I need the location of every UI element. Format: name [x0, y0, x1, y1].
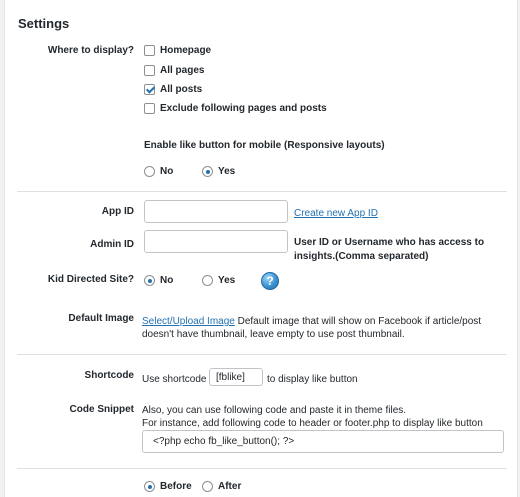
shortcode-suffix: to display like button — [267, 374, 358, 385]
mobile-yes-label: Yes — [218, 166, 236, 177]
kid-no-label: No — [160, 275, 174, 286]
exclude-checkbox[interactable] — [144, 103, 155, 114]
before-label: Before — [160, 481, 192, 492]
after-radio[interactable] — [202, 481, 213, 492]
kid-yes-radio[interactable] — [202, 275, 213, 286]
upload-image-link[interactable]: Select/Upload Image — [142, 316, 235, 327]
before-radio[interactable] — [144, 481, 155, 492]
snippet-line-2: For instance, add following code to header or footer.php to display like button — [142, 418, 483, 429]
mobile-no-radio[interactable] — [144, 166, 155, 177]
settings-panel — [4, 0, 518, 497]
shortcode-prefix: Use shortcode — [142, 374, 207, 385]
admin-id-label: Admin ID — [90, 239, 134, 250]
divider — [17, 354, 507, 355]
snippet-line-1: Also, you can use following code and paste it in theme files. — [142, 405, 407, 416]
create-app-id-link[interactable]: Create new App ID — [294, 208, 378, 219]
after-label: After — [218, 481, 242, 492]
all-pages-label: All pages — [160, 65, 205, 76]
code-snippet-input[interactable] — [142, 430, 504, 453]
where-label: Where to display? — [47, 45, 134, 56]
app-id-label: App ID — [101, 206, 134, 217]
admin-id-input[interactable] — [144, 230, 288, 253]
default-image-desc — [142, 315, 506, 341]
kid-label: Kid Directed Site? — [47, 274, 134, 285]
divider — [17, 191, 507, 192]
shortcode-label: Shortcode — [84, 370, 134, 381]
shortcode-input[interactable] — [209, 368, 263, 386]
kid-no-radio[interactable] — [144, 275, 155, 286]
all-pages-checkbox[interactable] — [144, 65, 155, 76]
default-image-label: Default Image — [68, 313, 134, 324]
exclude-label: Exclude following pages and posts — [160, 103, 327, 114]
mobile-label: Enable like button for mobile (Responsive layouts) — [144, 140, 385, 151]
kid-yes-label: Yes — [218, 275, 236, 286]
divider — [17, 468, 507, 469]
admin-id-hint: User ID or Username who has access to insights.(Comma separated) — [294, 237, 485, 262]
homepage-checkbox[interactable] — [144, 45, 155, 56]
help-icon[interactable]: ? — [261, 272, 279, 290]
mobile-no-label: No — [160, 166, 174, 177]
all-posts-label: All posts — [160, 84, 203, 95]
app-id-input[interactable] — [144, 200, 288, 223]
page-title: Settings — [18, 16, 70, 31]
code-snippet-label: Code Snippet — [69, 404, 134, 415]
mobile-yes-radio[interactable] — [202, 166, 213, 177]
default-image-text: Default image that will show on Facebook if article/post doesn't have thumbnail, leave empty to use post thumbnail. — [142, 316, 482, 340]
homepage-label: Homepage — [160, 45, 212, 56]
all-posts-checkbox[interactable] — [144, 84, 155, 95]
